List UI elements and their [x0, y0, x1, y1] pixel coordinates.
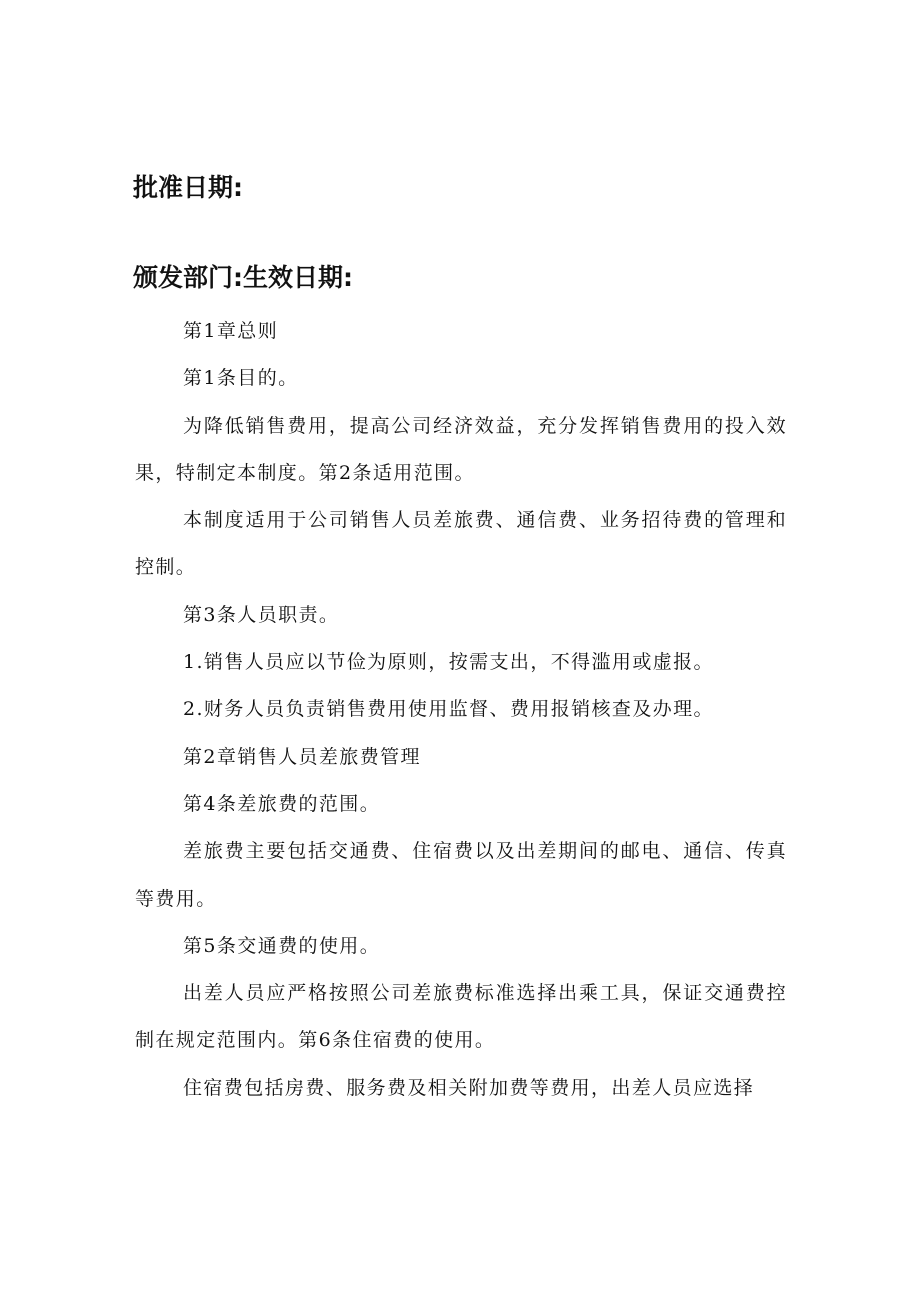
article-6-text: 住宿费包括房费、服务费及相关附加费等费用，出差人员应选择	[183, 1076, 755, 1099]
issue-department-effective-date-line: 颁发部门:生效日期:	[133, 263, 353, 292]
article-3-title: 第3条人员职责。	[183, 603, 340, 626]
chapter-2-title: 第2章销售人员差旅费管理	[183, 745, 421, 768]
chapter-1-title: 第1章总则	[183, 320, 279, 342]
article-5-title: 第5条交通费的使用。	[183, 934, 381, 957]
article-4-text: 差旅费主要包括交通费、住宿费以及出差期间的邮电、通信、传真等费用。	[135, 840, 787, 910]
approve-date-label: 批准日期:	[133, 173, 243, 202]
article-3-item-2: 2.财务人员负责销售费用使用监督、费用报销核查及办理。	[183, 698, 714, 721]
document-body	[135, 308, 787, 1112]
article-2-text: 本制度适用于公司销售人员差旅费、通信费、业务招待费的管理和控制。	[135, 509, 787, 579]
article-1-text: 为降低销售费用，提高公司经济效益，充分发挥销售费用的投入效果，特制定本制度。第2条适用范围。	[135, 414, 787, 484]
article-1-title: 第1条目的。	[183, 367, 299, 390]
article-4-title: 第4条差旅费的范围。	[183, 792, 381, 815]
article-5-text: 出差人员应严格按照公司差旅费标准选择出乘工具，保证交通费控制在规定范围内。第6条住宿费的使用。	[135, 982, 787, 1052]
article-3-item-1: 1.销售人员应以节俭为原则，按需支出，不得滥用或虚报。	[183, 651, 714, 674]
